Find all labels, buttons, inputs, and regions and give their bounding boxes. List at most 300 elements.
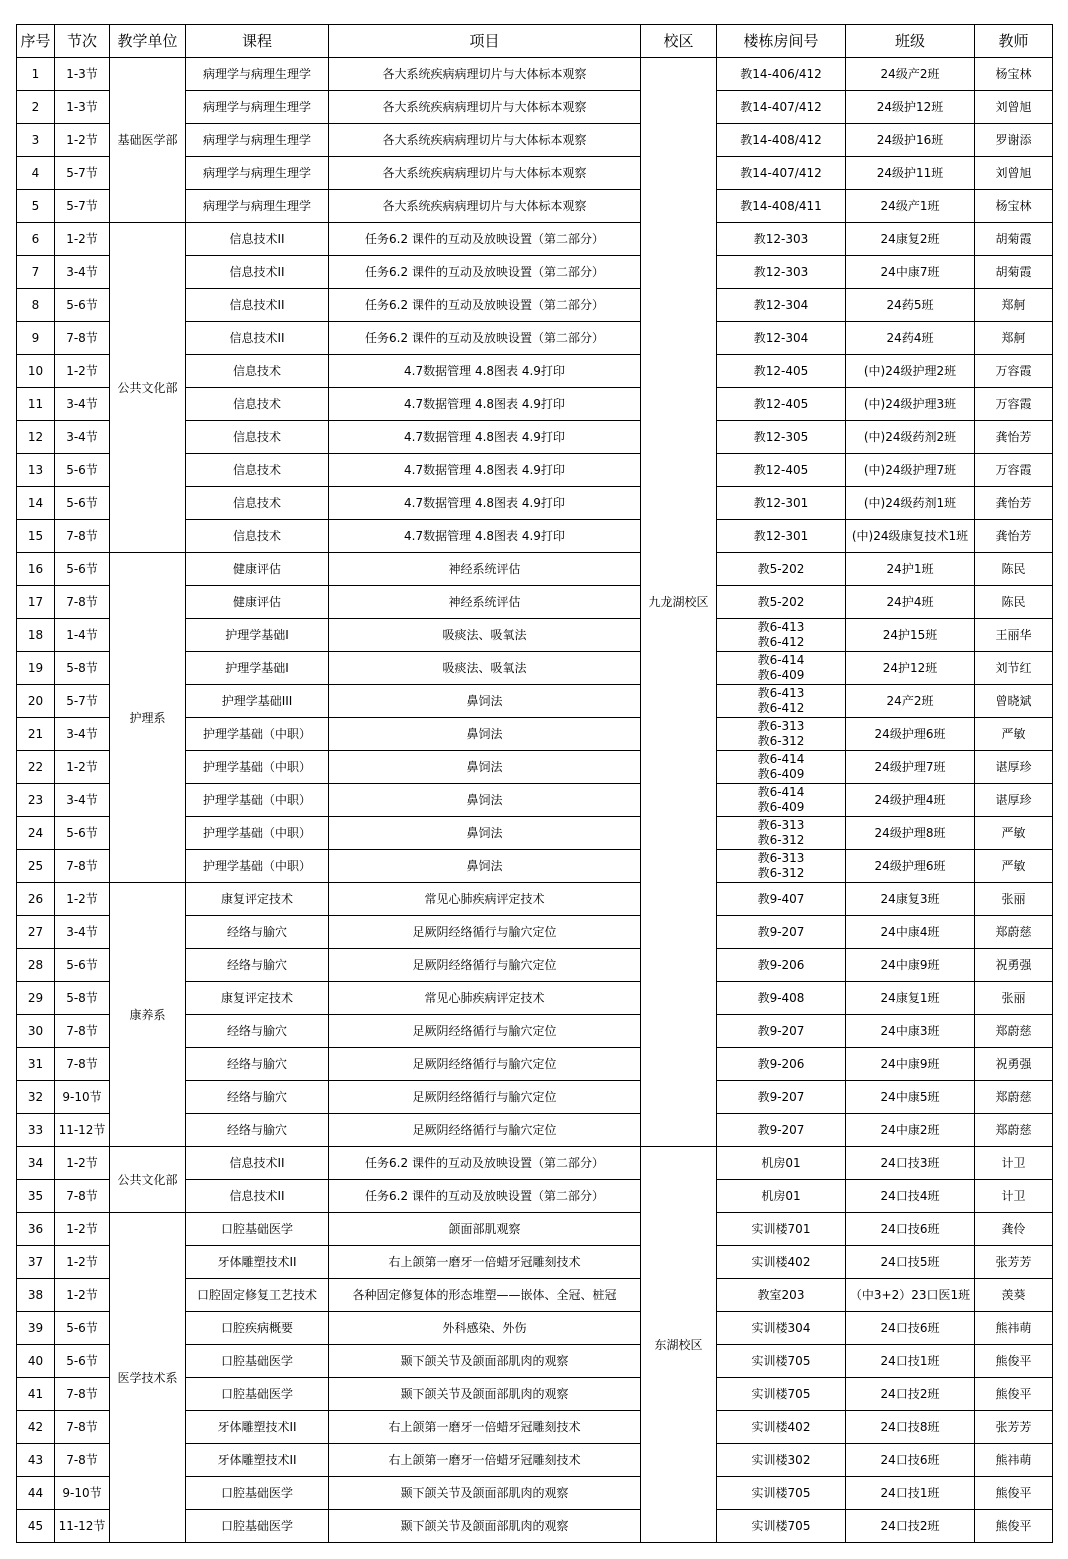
cell-class: 24康复2班 xyxy=(846,223,975,256)
cell-class: 24级产2班 xyxy=(846,58,975,91)
cell-item: 右上颌第一磨牙一倍蜡牙冠雕刻技术 xyxy=(329,1246,641,1279)
table-row xyxy=(17,1213,1053,1246)
cell-teacher: 龚怡芳 xyxy=(975,520,1053,553)
room-line: 教6-409 xyxy=(757,668,805,682)
cell-item: 足厥阴经络循行与腧穴定位 xyxy=(329,1048,641,1081)
cell-class: 24护1班 xyxy=(846,553,975,586)
cell-class: 24产2班 xyxy=(846,685,975,718)
cell-room xyxy=(717,751,846,784)
cell-room xyxy=(717,883,846,916)
cell-no: 6 xyxy=(17,223,55,256)
cell-course: 护理学基础（中职） xyxy=(186,817,329,850)
cell-no: 8 xyxy=(17,289,55,322)
cell-room xyxy=(717,322,846,355)
cell-class: 24中康2班 xyxy=(846,1114,975,1147)
room-line: 教6-412 xyxy=(757,701,805,715)
room-line: 教14-407/412 xyxy=(740,100,822,114)
cell-item: 颞下颌关节及颌面部肌肉的观察 xyxy=(329,1510,641,1543)
cell-no: 27 xyxy=(17,916,55,949)
cell-class: (中)24级护理2班 xyxy=(846,355,975,388)
cell-course: 护理学基础III xyxy=(186,685,329,718)
cell-item: 鼻饲法 xyxy=(329,718,641,751)
cell-course: 牙体雕塑技术II xyxy=(186,1246,329,1279)
room-line: 教12-303 xyxy=(753,232,809,246)
header-period: 节次 xyxy=(55,25,110,58)
cell-course: 康复评定技术 xyxy=(186,982,329,1015)
room-line: 实训楼304 xyxy=(751,1321,811,1335)
cell-class: 24康复1班 xyxy=(846,982,975,1015)
cell-no: 19 xyxy=(17,652,55,685)
room-line: 实训楼402 xyxy=(751,1255,811,1269)
room-line: 教9-207 xyxy=(757,1090,805,1104)
cell-teacher: 谌厚珍 xyxy=(975,751,1053,784)
cell-unit: 护理系 xyxy=(110,553,186,883)
room-line: 教12-305 xyxy=(753,430,809,444)
cell-item: 右上颌第一磨牙一倍蜡牙冠雕刻技术 xyxy=(329,1411,641,1444)
cell-unit: 医学技术系 xyxy=(110,1213,186,1543)
header-row xyxy=(17,25,1053,58)
room-line: 教6-413 xyxy=(757,686,805,700)
cell-course: 信息技术II xyxy=(186,223,329,256)
room-line: 教12-303 xyxy=(753,265,809,279)
cell-no: 39 xyxy=(17,1312,55,1345)
cell-room xyxy=(717,487,846,520)
room-line: 教14-408/411 xyxy=(740,199,822,213)
cell-course: 经络与腧穴 xyxy=(186,1015,329,1048)
cell-class: 24中康3班 xyxy=(846,1015,975,1048)
cell-course: 健康评估 xyxy=(186,586,329,619)
cell-class: (中)24级护理7班 xyxy=(846,454,975,487)
room-line: 实训楼705 xyxy=(751,1519,811,1533)
cell-item: 颞下颌关节及颌面部肌肉的观察 xyxy=(329,1378,641,1411)
cell-class: (中)24级药剂2班 xyxy=(846,421,975,454)
cell-no: 26 xyxy=(17,883,55,916)
cell-item: 吸痰法、吸氧法 xyxy=(329,619,641,652)
cell-period: 7-8节 xyxy=(55,850,110,883)
cell-no: 31 xyxy=(17,1048,55,1081)
cell-class: 24级护11班 xyxy=(846,157,975,190)
room-line: 教12-301 xyxy=(753,496,809,510)
cell-no: 44 xyxy=(17,1477,55,1510)
cell-class: 24口技1班 xyxy=(846,1477,975,1510)
cell-course: 经络与腧穴 xyxy=(186,1048,329,1081)
cell-course: 信息技术II xyxy=(186,1147,329,1180)
cell-item: 足厥阴经络循行与腧穴定位 xyxy=(329,1015,641,1048)
cell-no: 12 xyxy=(17,421,55,454)
cell-no: 11 xyxy=(17,388,55,421)
cell-period: 7-8节 xyxy=(55,520,110,553)
cell-course: 牙体雕塑技术II xyxy=(186,1411,329,1444)
header-item: 项目 xyxy=(329,25,641,58)
cell-course: 护理学基础（中职） xyxy=(186,784,329,817)
cell-no: 35 xyxy=(17,1180,55,1213)
cell-teacher: 郑舸 xyxy=(975,322,1053,355)
cell-no: 21 xyxy=(17,718,55,751)
cell-no: 23 xyxy=(17,784,55,817)
cell-teacher: 张芳芳 xyxy=(975,1411,1053,1444)
cell-item: 4.7数据管理 4.8图表 4.9打印 xyxy=(329,487,641,520)
cell-item: 鼻饲法 xyxy=(329,751,641,784)
cell-class: 24级产1班 xyxy=(846,190,975,223)
cell-teacher: 熊俊平 xyxy=(975,1477,1053,1510)
room-line: 教5-202 xyxy=(757,595,805,609)
cell-item: 足厥阴经络循行与腧穴定位 xyxy=(329,949,641,982)
cell-teacher: 祝勇强 xyxy=(975,949,1053,982)
cell-course: 信息技术II xyxy=(186,322,329,355)
cell-teacher: 王丽华 xyxy=(975,619,1053,652)
cell-class: 24口技8班 xyxy=(846,1411,975,1444)
cell-unit: 公共文化部 xyxy=(110,1147,186,1213)
cell-course: 信息技术 xyxy=(186,454,329,487)
cell-teacher: 罗谢添 xyxy=(975,124,1053,157)
cell-teacher: 郑蔚慈 xyxy=(975,1081,1053,1114)
cell-class: 24口技2班 xyxy=(846,1378,975,1411)
cell-class: 24级护理4班 xyxy=(846,784,975,817)
cell-room xyxy=(717,982,846,1015)
cell-room xyxy=(717,949,846,982)
cell-no: 2 xyxy=(17,91,55,124)
cell-no: 22 xyxy=(17,751,55,784)
cell-period: 7-8节 xyxy=(55,1180,110,1213)
cell-room xyxy=(717,1312,846,1345)
room-line: 教9-207 xyxy=(757,1024,805,1038)
room-line: 教9-206 xyxy=(757,958,805,972)
header-campus: 校区 xyxy=(641,25,717,58)
cell-class: 24中康9班 xyxy=(846,1048,975,1081)
cell-period: 1-3节 xyxy=(55,91,110,124)
cell-course: 经络与腧穴 xyxy=(186,949,329,982)
cell-teacher: 杨宝林 xyxy=(975,190,1053,223)
cell-item: 神经系统评估 xyxy=(329,586,641,619)
cell-no: 25 xyxy=(17,850,55,883)
room-line: 教9-207 xyxy=(757,925,805,939)
header-course: 课程 xyxy=(186,25,329,58)
cell-no: 13 xyxy=(17,454,55,487)
cell-item: 右上颌第一磨牙一倍蜡牙冠雕刻技术 xyxy=(329,1444,641,1477)
cell-course: 护理学基础（中职） xyxy=(186,751,329,784)
cell-teacher: 计卫 xyxy=(975,1180,1053,1213)
cell-teacher: 陈民 xyxy=(975,553,1053,586)
room-line: 教6-313 xyxy=(757,818,805,832)
cell-teacher: 刘曾旭 xyxy=(975,157,1053,190)
cell-teacher: 万容霞 xyxy=(975,355,1053,388)
cell-course: 护理学基础（中职） xyxy=(186,850,329,883)
cell-teacher: 计卫 xyxy=(975,1147,1053,1180)
cell-item: 任务6.2 课件的互动及放映设置（第二部分） xyxy=(329,289,641,322)
cell-item: 任务6.2 课件的互动及放映设置（第二部分） xyxy=(329,223,641,256)
cell-item: 颞下颌关节及颌面部肌肉的观察 xyxy=(329,1345,641,1378)
cell-period: 11-12节 xyxy=(55,1114,110,1147)
cell-teacher: 陈民 xyxy=(975,586,1053,619)
cell-room xyxy=(717,1510,846,1543)
cell-room xyxy=(717,289,846,322)
cell-teacher: 张丽 xyxy=(975,982,1053,1015)
cell-no: 45 xyxy=(17,1510,55,1543)
cell-course: 病理学与病理生理学 xyxy=(186,124,329,157)
cell-teacher: 严敏 xyxy=(975,850,1053,883)
cell-item: 吸痰法、吸氧法 xyxy=(329,652,641,685)
cell-item: 鼻饲法 xyxy=(329,817,641,850)
cell-item: 各大系统疾病病理切片与大体标本观察 xyxy=(329,91,641,124)
cell-room xyxy=(717,256,846,289)
cell-room xyxy=(717,520,846,553)
cell-room xyxy=(717,1411,846,1444)
cell-room xyxy=(717,355,846,388)
cell-item: 任务6.2 课件的互动及放映设置（第二部分） xyxy=(329,322,641,355)
room-line: 教12-405 xyxy=(753,463,809,477)
cell-teacher: 熊俊平 xyxy=(975,1510,1053,1543)
cell-no: 16 xyxy=(17,553,55,586)
room-line: 实训楼705 xyxy=(751,1387,811,1401)
room-line: 教6-312 xyxy=(757,734,805,748)
cell-teacher: 万容霞 xyxy=(975,454,1053,487)
cell-campus: 九龙湖校区 xyxy=(641,58,717,1147)
cell-course: 口腔基础医学 xyxy=(186,1345,329,1378)
room-line: 教6-409 xyxy=(757,800,805,814)
cell-course: 信息技术 xyxy=(186,388,329,421)
cell-item: 足厥阴经络循行与腧穴定位 xyxy=(329,916,641,949)
cell-teacher: 熊祎萌 xyxy=(975,1312,1053,1345)
cell-no: 34 xyxy=(17,1147,55,1180)
cell-class: 24口技2班 xyxy=(846,1510,975,1543)
cell-period: 11-12节 xyxy=(55,1510,110,1543)
cell-period: 7-8节 xyxy=(55,1015,110,1048)
cell-no: 41 xyxy=(17,1378,55,1411)
room-line: 教6-412 xyxy=(757,635,805,649)
cell-room xyxy=(717,1345,846,1378)
cell-course: 口腔基础医学 xyxy=(186,1213,329,1246)
cell-campus: 东湖校区 xyxy=(641,1147,717,1543)
cell-period: 5-8节 xyxy=(55,982,110,1015)
cell-room xyxy=(717,586,846,619)
cell-class: 24级护理6班 xyxy=(846,850,975,883)
cell-room xyxy=(717,58,846,91)
cell-item: 各种固定修复体的形态堆塑——嵌体、全冠、桩冠 xyxy=(329,1279,641,1312)
cell-period: 1-3节 xyxy=(55,58,110,91)
room-line: 教5-202 xyxy=(757,562,805,576)
cell-room xyxy=(717,718,846,751)
cell-item: 鼻饲法 xyxy=(329,850,641,883)
cell-period: 3-4节 xyxy=(55,718,110,751)
cell-period: 5-6节 xyxy=(55,553,110,586)
table-row xyxy=(17,223,1053,256)
cell-course: 口腔基础医学 xyxy=(186,1510,329,1543)
room-line: 教6-414 xyxy=(757,752,805,766)
cell-class: 24中康4班 xyxy=(846,916,975,949)
cell-period: 5-6节 xyxy=(55,454,110,487)
table-row xyxy=(17,58,1053,91)
cell-room xyxy=(717,1279,846,1312)
cell-period: 5-6节 xyxy=(55,949,110,982)
cell-unit: 基础医学部 xyxy=(110,58,186,223)
cell-item: 常见心肺疾病评定技术 xyxy=(329,982,641,1015)
cell-period: 3-4节 xyxy=(55,784,110,817)
cell-room xyxy=(717,454,846,487)
cell-course: 病理学与病理生理学 xyxy=(186,58,329,91)
cell-teacher: 祝勇强 xyxy=(975,1048,1053,1081)
cell-room xyxy=(717,1081,846,1114)
cell-item: 神经系统评估 xyxy=(329,553,641,586)
cell-item: 4.7数据管理 4.8图表 4.9打印 xyxy=(329,454,641,487)
table-row xyxy=(17,883,1053,916)
header-no: 序号 xyxy=(17,25,55,58)
room-line: 机房01 xyxy=(761,1156,801,1170)
cell-teacher: 熊俊平 xyxy=(975,1378,1053,1411)
cell-room xyxy=(717,124,846,157)
cell-no: 38 xyxy=(17,1279,55,1312)
room-line: 教9-207 xyxy=(757,1123,805,1137)
cell-no: 24 xyxy=(17,817,55,850)
cell-period: 5-7节 xyxy=(55,157,110,190)
room-line: 教14-407/412 xyxy=(740,166,822,180)
cell-class: 24口技6班 xyxy=(846,1312,975,1345)
cell-teacher: 熊祎萌 xyxy=(975,1444,1053,1477)
cell-period: 9-10节 xyxy=(55,1477,110,1510)
room-line: 教6-414 xyxy=(757,653,805,667)
header-class: 班级 xyxy=(846,25,975,58)
cell-item: 4.7数据管理 4.8图表 4.9打印 xyxy=(329,520,641,553)
cell-room xyxy=(717,1378,846,1411)
cell-class: 24中康7班 xyxy=(846,256,975,289)
cell-period: 7-8节 xyxy=(55,1411,110,1444)
cell-period: 5-7节 xyxy=(55,685,110,718)
room-line: 实训楼701 xyxy=(751,1222,811,1236)
room-line: 实训楼705 xyxy=(751,1354,811,1368)
room-line: 教12-301 xyxy=(753,529,809,543)
cell-no: 7 xyxy=(17,256,55,289)
cell-no: 20 xyxy=(17,685,55,718)
cell-class: 24中康9班 xyxy=(846,949,975,982)
cell-period: 1-2节 xyxy=(55,124,110,157)
cell-item: 各大系统疾病病理切片与大体标本观察 xyxy=(329,157,641,190)
room-line: 实训楼302 xyxy=(751,1453,811,1467)
cell-teacher: 熊俊平 xyxy=(975,1345,1053,1378)
cell-teacher: 谌厚珍 xyxy=(975,784,1053,817)
cell-no: 10 xyxy=(17,355,55,388)
cell-no: 30 xyxy=(17,1015,55,1048)
cell-item: 任务6.2 课件的互动及放映设置（第二部分） xyxy=(329,256,641,289)
cell-item: 各大系统疾病病理切片与大体标本观察 xyxy=(329,190,641,223)
cell-room xyxy=(717,421,846,454)
cell-no: 3 xyxy=(17,124,55,157)
cell-period: 1-2节 xyxy=(55,1279,110,1312)
header-unit: 教学单位 xyxy=(110,25,186,58)
cell-class: (中)24级康复技术1班 xyxy=(846,520,975,553)
cell-item: 颞下颌关节及颌面部肌肉的观察 xyxy=(329,1477,641,1510)
cell-room xyxy=(717,157,846,190)
cell-class: 24口技3班 xyxy=(846,1147,975,1180)
cell-room xyxy=(717,817,846,850)
cell-room xyxy=(717,1477,846,1510)
cell-room xyxy=(717,388,846,421)
cell-item: 4.7数据管理 4.8图表 4.9打印 xyxy=(329,421,641,454)
cell-class: 24口技6班 xyxy=(846,1444,975,1477)
schedule-table xyxy=(16,24,1053,1543)
room-line: 教6-414 xyxy=(757,785,805,799)
cell-course: 护理学基础（中职） xyxy=(186,718,329,751)
cell-course: 信息技术 xyxy=(186,487,329,520)
cell-course: 牙体雕塑技术II xyxy=(186,1444,329,1477)
cell-period: 5-6节 xyxy=(55,487,110,520)
cell-course: 信息技术 xyxy=(186,421,329,454)
cell-no: 18 xyxy=(17,619,55,652)
cell-item: 各大系统疾病病理切片与大体标本观察 xyxy=(329,58,641,91)
cell-no: 33 xyxy=(17,1114,55,1147)
cell-period: 3-4节 xyxy=(55,916,110,949)
cell-period: 9-10节 xyxy=(55,1081,110,1114)
cell-course: 健康评估 xyxy=(186,553,329,586)
cell-class: 24口技4班 xyxy=(846,1180,975,1213)
cell-course: 护理学基础I xyxy=(186,652,329,685)
cell-room xyxy=(717,685,846,718)
room-line: 教6-409 xyxy=(757,767,805,781)
cell-item: 外科感染、外伤 xyxy=(329,1312,641,1345)
room-line: 教12-304 xyxy=(753,298,809,312)
cell-course: 信息技术II xyxy=(186,256,329,289)
cell-item: 4.7数据管理 4.8图表 4.9打印 xyxy=(329,355,641,388)
cell-no: 9 xyxy=(17,322,55,355)
cell-course: 病理学与病理生理学 xyxy=(186,91,329,124)
cell-course: 病理学与病理生理学 xyxy=(186,157,329,190)
cell-course: 信息技术 xyxy=(186,355,329,388)
cell-period: 1-2节 xyxy=(55,1246,110,1279)
cell-course: 康复评定技术 xyxy=(186,883,329,916)
cell-course: 病理学与病理生理学 xyxy=(186,190,329,223)
cell-period: 7-8节 xyxy=(55,1378,110,1411)
cell-room xyxy=(717,190,846,223)
cell-no: 42 xyxy=(17,1411,55,1444)
cell-course: 经络与腧穴 xyxy=(186,1081,329,1114)
cell-teacher: 杨宝林 xyxy=(975,58,1053,91)
cell-class: 24康复3班 xyxy=(846,883,975,916)
cell-no: 4 xyxy=(17,157,55,190)
cell-course: 口腔基础医学 xyxy=(186,1378,329,1411)
cell-course: 信息技术 xyxy=(186,520,329,553)
cell-period: 5-6节 xyxy=(55,289,110,322)
cell-room xyxy=(717,1246,846,1279)
room-line: 教12-405 xyxy=(753,364,809,378)
cell-room xyxy=(717,784,846,817)
cell-class: (中)24级护理3班 xyxy=(846,388,975,421)
cell-no: 28 xyxy=(17,949,55,982)
table-row xyxy=(17,1147,1053,1180)
room-line: 实训楼402 xyxy=(751,1420,811,1434)
cell-item: 颌面部肌观察 xyxy=(329,1213,641,1246)
cell-teacher: 郑蔚慈 xyxy=(975,1015,1053,1048)
cell-teacher: 羡葵 xyxy=(975,1279,1053,1312)
cell-room xyxy=(717,1180,846,1213)
cell-class: 24药4班 xyxy=(846,322,975,355)
cell-period: 5-6节 xyxy=(55,817,110,850)
cell-class: (中)24级药剂1班 xyxy=(846,487,975,520)
cell-room xyxy=(717,652,846,685)
cell-course: 信息技术II xyxy=(186,1180,329,1213)
cell-course: 信息技术II xyxy=(186,289,329,322)
schedule-body xyxy=(17,58,1053,1543)
room-line: 教9-407 xyxy=(757,892,805,906)
room-line: 教12-405 xyxy=(753,397,809,411)
cell-period: 5-6节 xyxy=(55,1312,110,1345)
cell-class: 24级护12班 xyxy=(846,91,975,124)
room-line: 教9-206 xyxy=(757,1057,805,1071)
cell-room xyxy=(717,1114,846,1147)
cell-teacher: 刘曾旭 xyxy=(975,91,1053,124)
cell-class: 24级护理8班 xyxy=(846,817,975,850)
room-line: 机房01 xyxy=(761,1189,801,1203)
cell-room xyxy=(717,1444,846,1477)
header-room: 楼栋房间号 xyxy=(717,25,846,58)
cell-teacher: 龚怡芳 xyxy=(975,487,1053,520)
